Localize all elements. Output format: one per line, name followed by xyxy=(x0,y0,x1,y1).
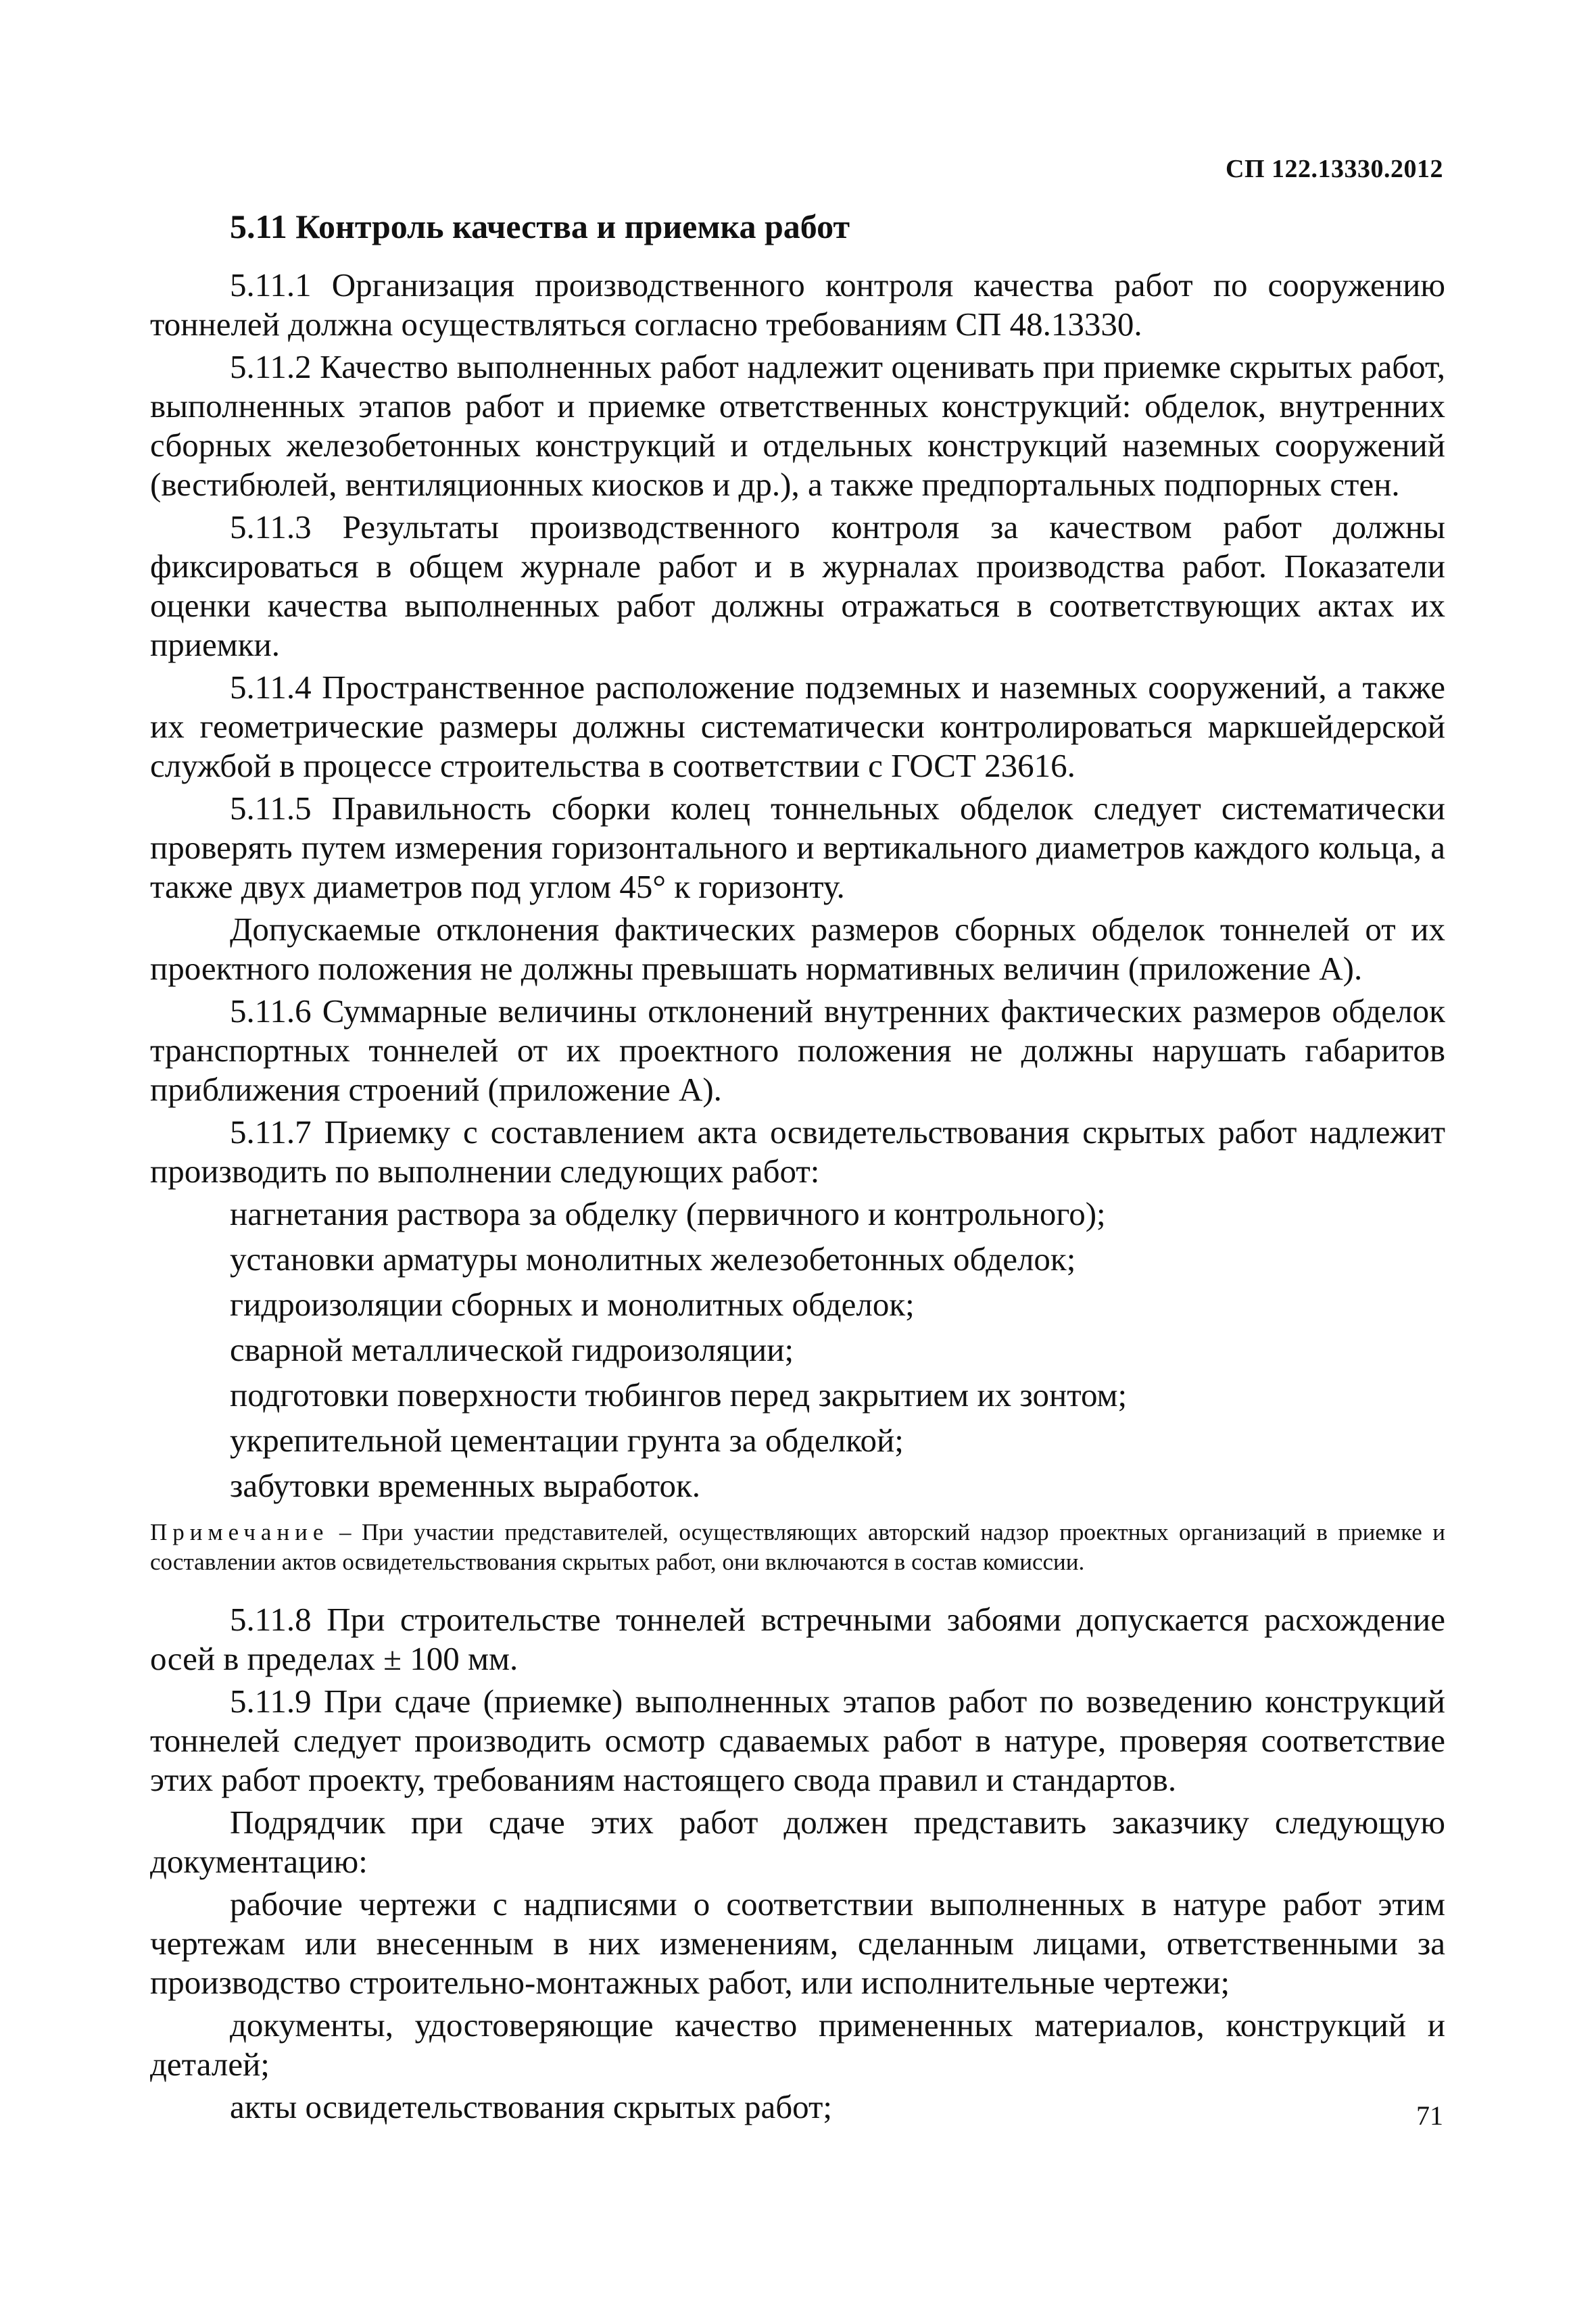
note-text: – При участии представителей, осуществляющих авторский надзор проектных организаций в приемке и составлении актов освидетельствования скрытых работ, они включаются в состав комиссии. xyxy=(150,1519,1445,1575)
list-item: гидроизоляции сборных и монолитных обделок; xyxy=(230,1286,915,1323)
paragraph-5-11-9-contractor: Подрядчик при сдаче этих работ должен представить заказчику следующую документацию: xyxy=(150,1804,1445,1880)
list-item: забутовки временных выработок. xyxy=(230,1467,701,1504)
paragraph-5-11-6: 5.11.6 Суммарные величины отклонений внутренних фактических размеров обделок транспортных тоннелей от их проектного положения не должны нарушать габаритов приближения строений (приложение А). xyxy=(150,992,1445,1108)
page-content xyxy=(150,206,1445,2133)
paragraph-5-11-9: 5.11.9 При сдаче (приемке) выполненных этапов работ по возведению конструкций тоннелей следует производить осмотр сдаваемых работ в натуре, проверяя соответствие этих работ проекту, требованиям настоящего свода правил и стандартов. xyxy=(150,1683,1445,1798)
list-item: сварной металлической гидроизоляции; xyxy=(230,1331,794,1368)
page-number: 71 xyxy=(1416,2100,1443,2131)
list-item: установки арматуры монолитных железобетонных обделок; xyxy=(230,1240,1076,1278)
note xyxy=(150,1518,1445,1577)
section-title: 5.11 Контроль качества и приемка работ xyxy=(230,208,850,245)
note-label: Примечание xyxy=(150,1519,329,1545)
paragraph-5-11-2: 5.11.2 Качество выполненных работ надлежит оценивать при приемке скрытых работ, выполненных этапов работ и приемке ответственных конструкций: обделок, внутренних сборных железобетонных конструкций и отдельных конструкций наземных сооружений (вестибюлей, вентиляционных киосков и др.), а также предпортальных подпорных стен. xyxy=(150,348,1445,503)
paragraph-5-11-8: 5.11.8 При строительстве тоннелей встречными забоями допускается расхождение осей в пределах ± 100 мм. xyxy=(150,1601,1445,1677)
paragraph-5-11-9-acts: акты освидетельствования скрытых работ; xyxy=(230,2088,833,2125)
paragraph-5-11-5-tolerances: Допускаемые отклонения фактических размеров сборных обделок тоннелей от их проектного положения не должны превышать нормативных величин (приложение А). xyxy=(150,911,1445,987)
paragraph-5-11-7: 5.11.7 Приемку с составлением акта освидетельствования скрытых работ надлежит производить по выполнении следующих работ: xyxy=(150,1113,1445,1190)
paragraph-5-11-9-drawings: рабочие чертежи с надписями о соответствии выполненных в натуре работ этим чертежам или внесенным в них изменениям, сделанным лицами, ответственными за производство строительно-монтажных работ, или исполнительные чертежи; xyxy=(150,1885,1445,2001)
paragraph-5-11-9-documents: документы, удостоверяющие качество примененных материалов, конструкций и деталей; xyxy=(150,2006,1445,2083)
paragraph-5-11-1: 5.11.1 Организация производственного контроля качества работ по сооружению тоннелей должна осуществляться согласно требованиям СП 48.13330. xyxy=(150,266,1445,343)
document-code: СП 122.13330.2012 xyxy=(1226,155,1443,183)
list-item: укрепительной цементации грунта за обделкой; xyxy=(230,1422,904,1459)
list-item: подготовки поверхности тюбингов перед закрытием их зонтом; xyxy=(230,1376,1128,1414)
list-item: нагнетания раствора за обделку (первичного и контрольного); xyxy=(230,1195,1106,1232)
paragraph-5-11-4: 5.11.4 Пространственное расположение подземных и наземных сооружений, а также их геометрические размеры должны систематически контролироваться маркшейдерской службой в процессе строительства в соответствии с ГОСТ 23616. xyxy=(150,669,1445,784)
paragraph-5-11-3: 5.11.3 Результаты производственного контроля за качеством работ должны фиксироваться в общем журнале работ и в журналах производства работ. Показатели оценки качества выполненных работ должны отражаться в соответствующих актах их приемки. xyxy=(150,508,1445,663)
paragraph-5-11-5: 5.11.5 Правильность сборки колец тоннельных обделок следует систематически проверять путем измерения горизонтального и вертикального диаметров каждого кольца, а также двух диаметров под углом 45° к горизонту. xyxy=(150,790,1445,905)
